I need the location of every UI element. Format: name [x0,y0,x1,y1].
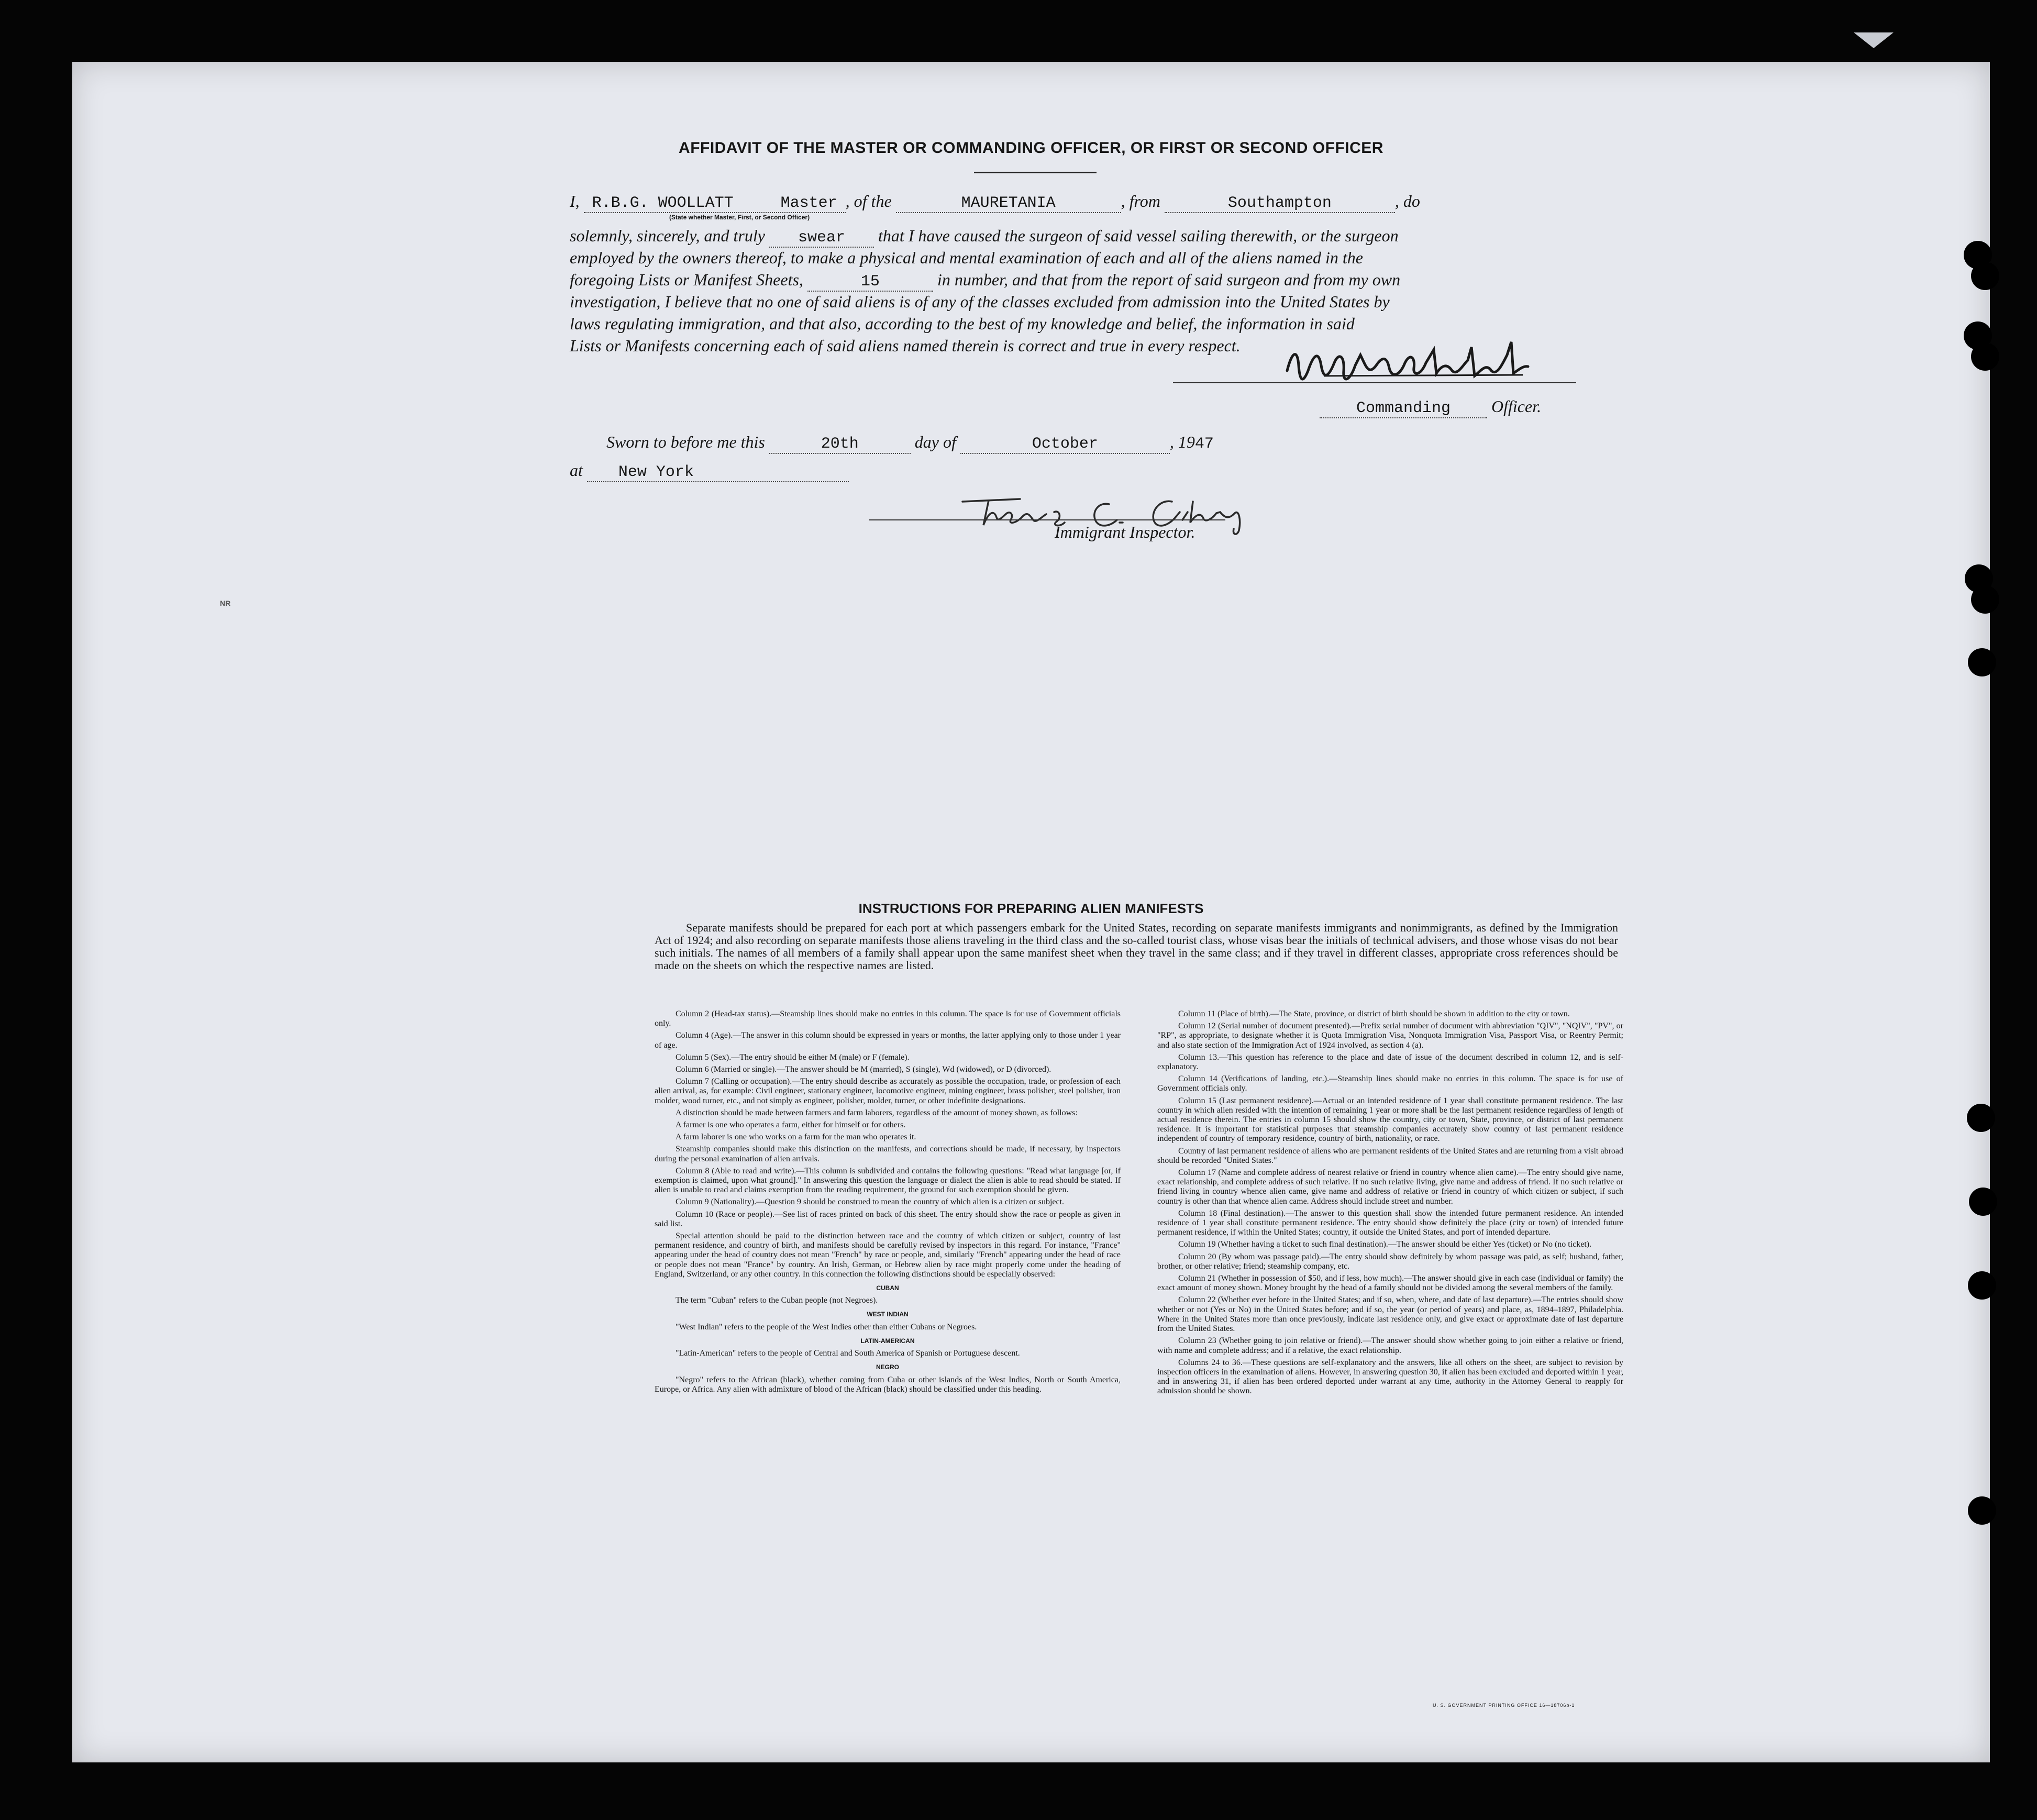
day-field: 20th [769,435,911,454]
subheading-latin-american: LATIN-AMERICAN [860,1337,915,1345]
instruction-paragraph: Special attention should be paid to the distinction between race and the country of which citizen or subject, country of last permanent residence, and country of birth, and manifests should be carefully revised by inspectors in this regard. For instance, "France" appearing under the head of country does not mean "French" by race or people, and, similarly "French" appearing under the head of race or people does not mean "France" by country. An Irish, German, or Hebrew alien by race might properly come under the heading of England, Switzerland, or any other country. In this connection the following distinctions should be especially observed: [655,1231,1121,1279]
affidavit-line-3: employed by the owners thereof, to make a physical and mental examination of each and all of the aliens named in the [570,248,1363,267]
instruction-paragraph: "Latin-American" refers to the people of Central and South America of Spanish or Portuguese descent. [676,1349,1020,1358]
title-underline [974,172,1097,173]
instruction-paragraph: Column 22 (Whether ever before in the United States; and if so, when, where, and date of last departure).—The entries should show whether or not (Yes or No) in the United States before; and if so, the year (or period of years) and place, as, 1894–1897, Philadelphia. Where in the United States more than once previously, indicate last residence only, and give exact or approximate date of last departure from the United States. [1157,1295,1623,1334]
bleed-through-mark: NR [220,599,231,607]
affidavit-line-6: laws regulating immigration, and that also, according to the best of my knowledge and belief, the information in said [570,314,1355,333]
instruction-paragraph: Column 23 (Whether going to join relative or friend).—The answer should show whether going to join either a relative or friend, with name and complete address; and if a relative, the exact relationship. [1157,1336,1623,1355]
instruction-paragraph: Column 15 (Last permanent residence).—Actual or an intended residence of 1 year shall constitute permanent residence. The last country in which alien resided with the intention of remaining 1 year or more shall be the last permanent residence regardless of length of actual residence therein. The entries in column 15 should show the country, city or town, State, province, or district of last permanent residence. It is important for statistical purposes that steamship companies accurately show country of last permanent residence independent of country of temporary residence, country of birth, nationality, or race. [1157,1096,1623,1144]
affidavit-line-2: solemnly, sincerely, and truly swear that I have caused the surgeon of said vessel sailing therewith, or the surgeon [570,226,1399,247]
inspector-title: Immigrant Inspector. [1055,523,1195,541]
rank-note: (State whether Master, First, or Second Officer) [669,214,810,221]
punch-hole [1968,648,1996,676]
instruction-paragraph: A distinction should be made between farmers and farm laborers, regardless of the amount of money shown, as follows: [676,1108,1078,1117]
year-field: 47 [1194,435,1214,453]
inspector-signature-rule [869,519,1225,520]
affidavit-line-1: I, R.B.G. WOOLLATT Master , of the MAURETANIA , from Southampton , do [570,192,1420,212]
officer-title-field: Commanding [1320,399,1487,418]
affidavit-line-4: foregoing Lists or Manifest Sheets, 15 in number, and that from the report of said surgeon and from my own [570,270,1401,291]
sheet-count-field: 15 [807,273,933,292]
place-field: New York [587,463,849,482]
instruction-paragraph: Column 19 (Whether having a ticket to such final destination).—The answer should be either Yes (ticket) or No (no ticket). [1178,1240,1592,1249]
page-notch [1854,32,1894,48]
instructions-left-column [655,1009,1121,1397]
instruction-paragraph: Column 11 (Place of birth).—The State, province, or district of birth should be shown in addition to the city or town. [1178,1009,1570,1018]
punch-hole [1968,1271,1996,1300]
instruction-paragraph: Column 8 (Able to read and write).—This column is subdivided and contains the following questions: "Read what language [or, if exemption is claimed, upon what ground]." In answering this question the language or dialect the alien is able to read should be stated. If alien is unable to read and claims exemption from the reading requirement, the ground for such exemption should be given. [655,1166,1121,1195]
instruction-paragraph: Column 6 (Married or single).—The answer should be M (married), S (single), Wd (widowed), or D (divorced). [676,1065,1051,1074]
document-page [72,62,1990,1762]
instruction-paragraph: Column 18 (Final destination).—The answer to this question shall show the intended future permanent residence. An intended residence of 1 year shall constitute permanent residence. The entry should show definitely the place (city or town) of intended future permanent residence, if within the United States; country, if outside the United States, and port of intended departure. [1157,1208,1623,1237]
punch-hole [1971,262,1999,290]
instruction-paragraph: The term "Cuban" refers to the Cuban people (not Negroes). [676,1296,878,1305]
punch-hole [1968,1496,1996,1525]
month-field: October [960,435,1170,454]
instruction-paragraph: Column 7 (Calling or occupation).—The entry should describe as accurately as possible the occupation, trade, or profession of each alien arrival, as, for example: Civil engineer, stationary engineer, locomotive engineer, mining engineer, brass polisher, steel polisher, iron molder, wood turner, etc., and not simply as engineer, polisher, molder, turner, or other indefinite designations. [655,1077,1121,1105]
punch-hole [1971,585,1999,614]
subheading-negro: NEGRO [876,1363,899,1371]
vessel-name-field: MAURETANIA [896,194,1121,213]
sworn-line: Sworn to before me this 20th day of October , 1947 [606,432,1214,453]
officer-line: Commanding Officer. [1320,397,1541,418]
instruction-paragraph: Column 5 (Sex).—The entry should be either M (male) or F (female). [676,1052,910,1062]
instruction-paragraph: Country of last permanent residence of aliens who are permanent residents of the United States and are returning from a visit abroad should be recorded "United States." [1157,1146,1623,1165]
subheading-cuban: CUBAN [876,1284,899,1292]
instruction-paragraph: Column 21 (Whether in possession of $50, and if less, how much).—The answer should give in each case (individual or family) the exact amount of money shown. Money brought by the head of a family should not be divided among the several members of the family. [1157,1274,1623,1293]
instruction-paragraph: Column 2 (Head-tax status).—Steamship lines should make no entries in this column. The space is for use of Government officials only. [655,1009,1121,1028]
instruction-paragraph: Column 4 (Age).—The answer in this column should be expressed in years or months, the latter applying only to those under 1 year of age. [655,1031,1121,1050]
instruction-paragraph: Column 14 (Verifications of landing, etc.).—Steamship lines should make no entries in this column. The space is for use of Government officials only. [1157,1074,1623,1093]
instruction-paragraph: "Negro" refers to the African (black), whether coming from Cuba or other islands of the West Indies, North or South America, Europe, or Africa. Any alien with admixture of blood of the African (black) should be classified under this heading. [655,1375,1121,1394]
instruction-paragraph: Column 9 (Nationality).—Question 9 should be construed to mean the country of which alien is a citizen or subject. [676,1197,1065,1207]
affidavit-line-5: investigation, I believe that no one of said aliens is of any of the classes excluded from admission into the United States by [570,292,1390,311]
oath-field: swear [769,229,874,248]
punch-hole [1967,1104,1995,1132]
place-line: at New York [570,461,849,482]
affidavit-line-7: Lists or Manifests concerning each of said aliens named therein is correct and true in every respect. [570,336,1241,355]
subheading-west-indian: WEST INDIAN [867,1311,909,1318]
departure-port-field: Southampton [1165,194,1395,213]
punch-hole [1969,1188,1997,1216]
instruction-paragraph: Column 17 (Name and complete address of nearest relative or friend in country whence alien came).—The entry should give name, exact relationship, and complete address of such relative. If no such relative living, give name and address of friend. If no such relative or friend living in country whence alien came, give name and address of relative or friend in country of which citizen or subject, if such country is other than that whence alien came. Address should include street and number. [1157,1168,1623,1206]
instruction-paragraph: A farmer is one who operates a farm, either for himself or for others. [676,1120,906,1130]
master-name-field: R.B.G. WOOLLATT Master [584,194,846,213]
master-signature [1277,334,1612,397]
instructions-title: INSTRUCTIONS FOR PREPARING ALIEN MANIFESTS [858,901,1204,916]
instructions-right-column [1157,1009,1623,1399]
instruction-paragraph: "West Indian" refers to the people of the West Indies other than either Cubans or Negroes. [676,1322,977,1331]
instruction-paragraph: Column 12 (Serial number of document presented).—Prefix serial number of document with abbreviation "QIV", "NQIV", "PV", or "RP", as appropriate, to designate whether it is Quota Immigration Visa, Nonquota Immigration Visa, Passport Visa, or Reentry Permit; and also state section of the Immigration Act of 1924 involved, as section 4 (a). [1157,1022,1623,1050]
instruction-paragraph: Column 10 (Race or people).—See list of races printed on back of this sheet. The entry should show the race or people as given in said list. [655,1209,1121,1228]
master-signature-rule [1173,382,1576,383]
affidavit-title: AFFIDAVIT OF THE MASTER OR COMMANDING OFFICER, OR FIRST OR SECOND OFFICER [679,139,1383,157]
printing-office-imprint: U. S. GOVERNMENT PRINTING OFFICE 16—18706b-1 [1433,1703,1575,1708]
instruction-paragraph: A farm laborer is one who works on a farm for the man who operates it. [676,1133,916,1142]
instruction-paragraph: Column 13.—This question has reference to the place and date of issue of the document described in column 12, and is self-explanatory. [1157,1052,1623,1072]
instruction-paragraph: Steamship companies should make this distinction on the manifests, and corrections should be made, if necessary, by inspectors during the personal examination of alien arrivals. [655,1145,1121,1163]
instruction-paragraph: Column 20 (By whom was passage paid).—The entry should show definitely by whom passage was paid, as self; husband, father, brother, or other relative; friend; steamship company, etc. [1157,1252,1623,1271]
instruction-paragraph: Columns 24 to 36.—These questions are self-explanatory and the answers, like all others on the sheet, are subject to revision by inspection officers in the examination of aliens. However, in answering question 30, if alien has been excluded and deported within 1 year, and in answering 31, if alien has been ordered deported under warrant at any time, authority in the Attorney General to reapply for admission should be shown. [1157,1358,1623,1396]
instructions-intro: Separate manifests should be prepared for each port at which passengers embark for the United States, recording on separate manifests immigrants and nonimmigrants, as defined by the Immigration Act of 1924; and also recording on separate manifests those aliens traveling in the third class and the so-called tourist class, whose visas bear the initials of technical advisers, and those whose visas do not bear such initials. The names of all members of a family shall appear upon the same manifest sheet when they travel in the same class; and if they travel in different classes, appropriate cross references should be made on the sheets on which the respective names are listed. [655,921,1618,972]
punch-hole [1971,342,1999,371]
